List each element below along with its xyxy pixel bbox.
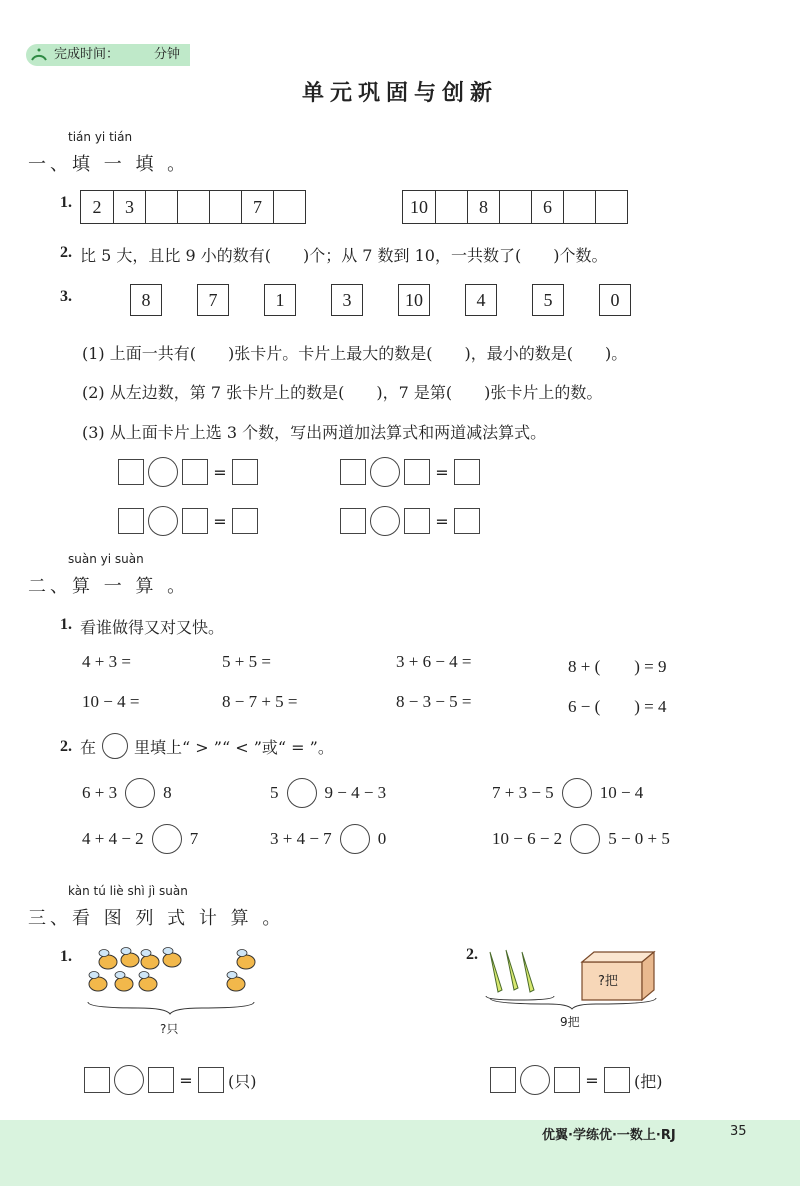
strip-cell[interactable] [595, 191, 627, 223]
calc-item: 8 + ( ) = 9 [568, 657, 667, 676]
answer-box[interactable] [604, 1067, 630, 1093]
compare-right: 5 − 0 + 5 [608, 829, 670, 848]
compare-right: 9 − 4 − 3 [324, 783, 387, 802]
s3q1-number: 1. [60, 948, 72, 965]
strip-cell[interactable]: 6 [531, 191, 563, 223]
section1-heading: 一、填 一 填 。 [28, 154, 190, 175]
s2q1-text: 看谁做得又对又快。 [80, 618, 225, 637]
time-label: 完成时间： [54, 47, 120, 62]
compare-circle[interactable] [570, 824, 600, 854]
answer-box[interactable] [182, 508, 208, 534]
s2q1-number: 1. [60, 616, 72, 633]
card-row [130, 284, 631, 316]
compare-item [492, 778, 643, 808]
answer-box[interactable] [232, 459, 258, 485]
minute-label: 分钟 [154, 47, 181, 62]
number-card: 7 [197, 284, 229, 316]
calc-item: 4 + 3 = [82, 652, 131, 671]
total-brace [488, 996, 658, 1010]
compare-left: 7 + 3 − 5 [492, 783, 554, 802]
calc-item: 3 + 6 − 4 = [396, 652, 472, 671]
strip-cell[interactable] [209, 191, 241, 223]
strip-cell[interactable] [145, 191, 177, 223]
q2-text: 比 5 大，且比 9 小的数有( )个；从 7 数到 10，一共数了( )个数。 [80, 246, 608, 265]
section1-pinyin: tián yi tián [68, 130, 133, 144]
umbrellas-total-label: 9把 [560, 1015, 580, 1029]
operator-circle[interactable] [370, 457, 400, 487]
q2-number: 2. [60, 244, 72, 261]
equals-sign: = [585, 1070, 599, 1090]
s2q2-instruction [80, 733, 334, 759]
compare-item [492, 824, 670, 854]
footer-brand: 优翼·学练优·一数上·RJ [542, 1128, 676, 1143]
compare-item [82, 824, 198, 854]
compare-left: 5 [270, 783, 279, 802]
compare-item [82, 778, 172, 808]
compare-circle[interactable] [152, 824, 182, 854]
strip-cell[interactable]: 8 [467, 191, 499, 223]
q1-number: 1. [60, 194, 72, 211]
umbrellas-illustration [484, 944, 556, 1004]
compare-circle[interactable] [340, 824, 370, 854]
unit-label: (把) [634, 1071, 663, 1091]
section3-heading: 三、看 图 列 式 计 算 。 [28, 908, 285, 929]
q3-sub3: (3) 从上面卡片上选 3 个数，写出两道加法算式和两道减法算式。 [82, 423, 547, 442]
q3-sub1: (1) 上面一共有( )张卡片。卡片上最大的数是( )，最小的数是( )。 [82, 344, 628, 363]
answer-box[interactable] [340, 459, 366, 485]
strip-cell[interactable]: 10 [410, 197, 428, 217]
compare-right: 7 [189, 829, 199, 848]
operator-circle[interactable] [148, 506, 178, 536]
compare-right: 10 − 4 [599, 783, 644, 802]
number-strip-b [402, 190, 628, 224]
operator-circle[interactable] [148, 457, 178, 487]
bees-illustration [78, 944, 278, 1016]
page-title: 单元巩固与创新 [301, 80, 498, 106]
equation-row [84, 1065, 257, 1095]
number-card: 10 [398, 284, 430, 316]
q3-number: 3. [60, 288, 72, 305]
compare-left: 10 − 6 − 2 [492, 829, 563, 848]
timer-badge [26, 44, 190, 66]
compare-circle[interactable] [125, 778, 155, 808]
strip-cell[interactable]: 3 [113, 191, 145, 223]
strip-cell[interactable] [499, 191, 531, 223]
number-card: 0 [599, 284, 631, 316]
answer-box[interactable] [404, 508, 430, 534]
answer-box[interactable] [404, 459, 430, 485]
answer-box[interactable] [118, 508, 144, 534]
operator-circle[interactable] [114, 1065, 144, 1095]
strip-cell[interactable]: 2 [92, 197, 102, 217]
section2-pinyin: suàn yi suàn [68, 552, 144, 566]
number-card: 8 [130, 284, 162, 316]
box-label: ?把 [598, 974, 618, 989]
number-card: 1 [264, 284, 296, 316]
instruction-text: 在 [80, 737, 97, 757]
strip-cell[interactable] [435, 191, 467, 223]
compare-left: 6 + 3 [82, 783, 118, 802]
calc-item: 5 + 5 = [222, 652, 271, 671]
answer-box[interactable] [454, 508, 480, 534]
instruction-text: 里填上“ > ”“ < ”或“ = ”。 [134, 737, 334, 757]
operator-circle[interactable] [370, 506, 400, 536]
clock-icon [30, 46, 48, 64]
calc-item: 8 − 3 − 5 = [396, 692, 472, 711]
compare-item [270, 778, 386, 808]
equals-sign: = [435, 462, 449, 482]
answer-box[interactable] [182, 459, 208, 485]
equals-sign: = [213, 462, 227, 482]
answer-box[interactable] [118, 459, 144, 485]
strip-cell[interactable]: 7 [241, 191, 273, 223]
equals-sign: = [179, 1070, 193, 1090]
compare-circle[interactable] [562, 778, 592, 808]
q3-sub2: (2) 从左边数，第 7 张卡片上的数是( )，7 是第( )张卡片上的数。 [82, 383, 603, 402]
calc-item: 6 − ( ) = 4 [568, 697, 667, 716]
answer-box[interactable] [554, 1067, 580, 1093]
equation-row [340, 506, 480, 536]
equals-sign: = [213, 511, 227, 531]
answer-box[interactable] [148, 1067, 174, 1093]
answer-box[interactable] [340, 508, 366, 534]
number-card: 5 [532, 284, 564, 316]
strip-cell[interactable] [273, 191, 305, 223]
compare-right: 0 [377, 829, 387, 848]
equation-row [118, 457, 258, 487]
section3-pinyin: kàn tú liè shì jì suàn [68, 884, 188, 898]
s3q2-number: 2. [466, 946, 478, 963]
circle-symbol [102, 733, 128, 759]
number-card: 4 [465, 284, 497, 316]
answer-box[interactable] [198, 1067, 224, 1093]
compare-item [270, 824, 386, 854]
section2-heading: 二、算 一 算 。 [28, 576, 190, 597]
number-strip-a [80, 190, 306, 224]
page-footer [0, 1120, 800, 1186]
page-number: 35 [730, 1124, 747, 1139]
calc-item: 10 − 4 = [82, 692, 140, 711]
s2q2-number: 2. [60, 738, 72, 755]
box-illustration [580, 950, 656, 1002]
equation-row [118, 506, 258, 536]
equation-row [490, 1065, 663, 1095]
answer-box[interactable] [232, 508, 258, 534]
answer-box[interactable] [84, 1067, 110, 1093]
number-card: 3 [331, 284, 363, 316]
operator-circle[interactable] [520, 1065, 550, 1095]
strip-cell[interactable] [563, 191, 595, 223]
equals-sign: = [435, 511, 449, 531]
answer-box[interactable] [454, 459, 480, 485]
compare-right: 8 [163, 783, 172, 802]
answer-box[interactable] [490, 1067, 516, 1093]
compare-circle[interactable] [287, 778, 317, 808]
compare-left: 4 + 4 − 2 [82, 829, 144, 848]
equation-row [340, 457, 480, 487]
calc-item: 8 − 7 + 5 = [222, 692, 298, 711]
strip-cell[interactable] [177, 191, 209, 223]
compare-left: 3 + 4 − 7 [270, 829, 332, 848]
bees-total-label: ?只 [160, 1022, 179, 1036]
unit-label: (只) [228, 1071, 257, 1091]
